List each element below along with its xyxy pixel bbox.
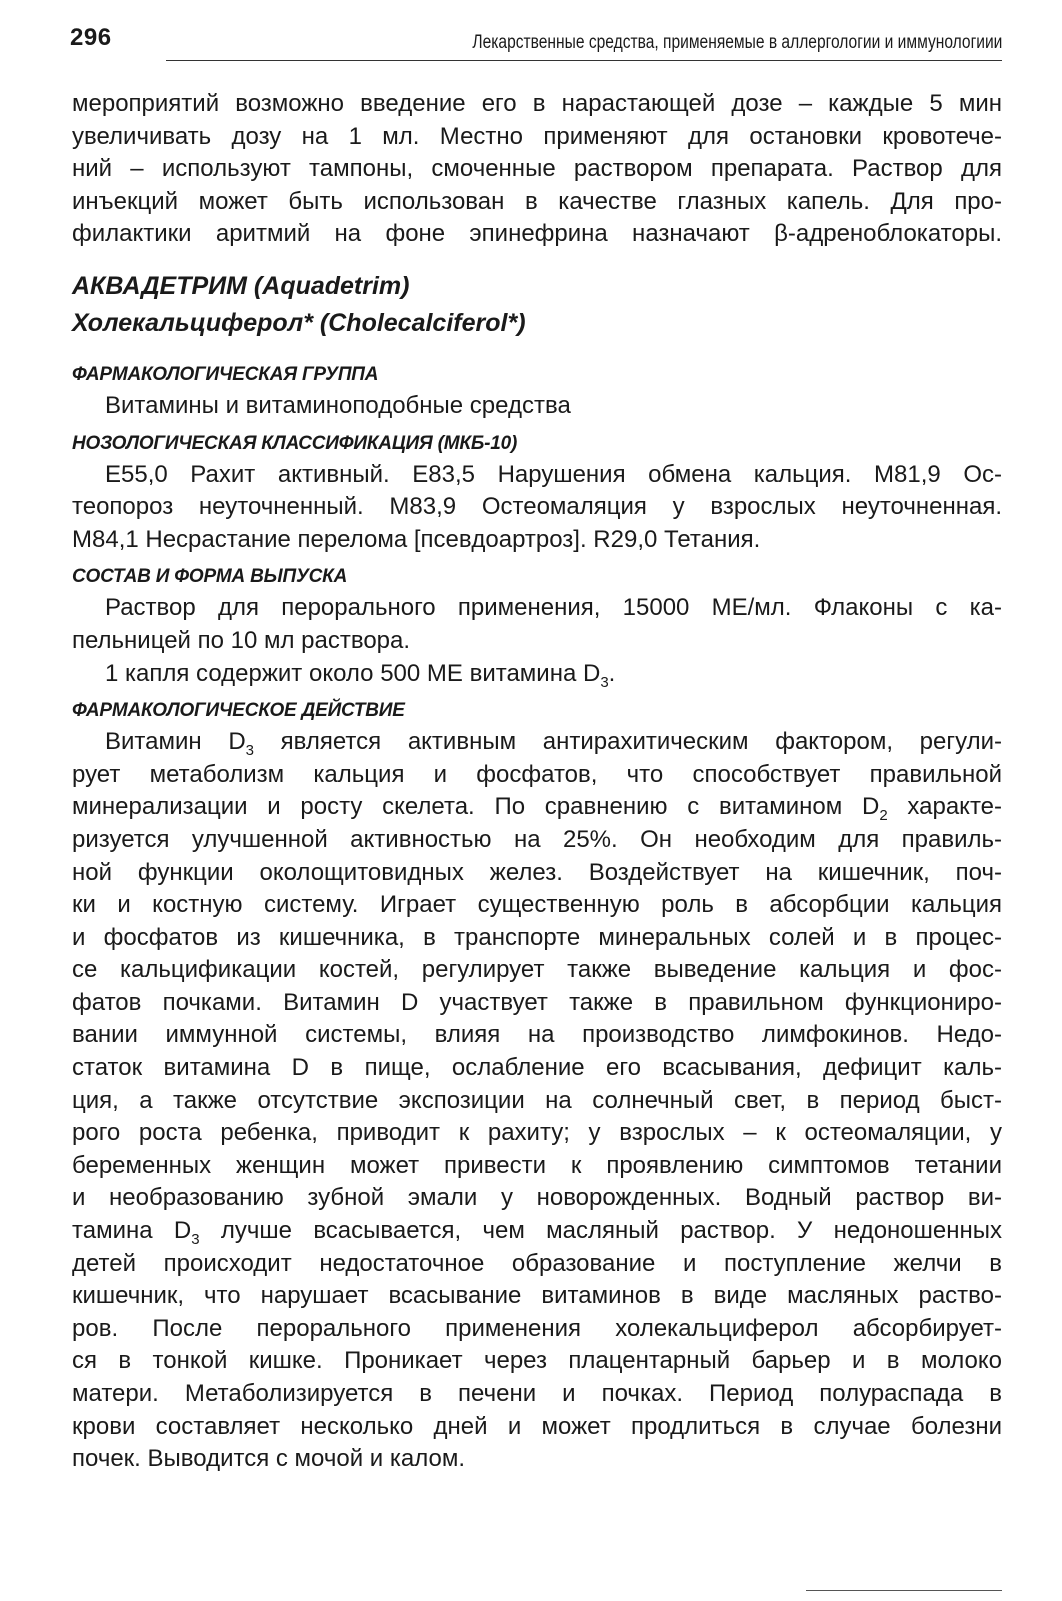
text-line xyxy=(72,1215,1002,1248)
subscript: 3 xyxy=(245,742,254,760)
text-line: мероприятий возможно введение его в нарастающей дозе – каждые 5 мин xyxy=(72,90,1002,117)
section-heading-composition: СОСТАВ И ФОРМА ВЫПУСКА xyxy=(72,566,348,588)
section-heading-action: ФАРМАКОЛОГИЧЕСКОЕ ДЕЙСТВИЕ xyxy=(72,700,405,722)
text-line: M84,1 Несрастание перелома [псевдоартроз]. R29,0 Тетания. xyxy=(72,525,761,553)
text-line: ний – используют тампоны, смоченные раствором препарата. Раствор для xyxy=(72,155,1002,183)
intro-paragraph xyxy=(72,88,1002,251)
text-line: фатов почками. Витамин D участвует также в правильном функциониро- xyxy=(72,988,1002,1016)
text-run: является активным антирахитическим фактором, регули- xyxy=(254,728,1002,756)
header-rule xyxy=(166,60,1002,61)
subscript: 2 xyxy=(879,807,888,825)
text-run: 1 капля содержит около 500 МЕ витамина D xyxy=(105,659,601,687)
text-line: ной функции околощитовидных желез. Воздействует на кишечник, поч- xyxy=(72,858,1002,886)
text-line: ся в тонкой кишке. Проникает через плацентарный барьер и в молоко xyxy=(72,1347,1002,1375)
text-line: ки и костную систему. Играет существенную роль в абсорбции кальция xyxy=(72,891,1002,919)
drug-trade-name: АКВАДЕТРИМ (Aquadetrim) xyxy=(72,271,410,300)
text-line: вании иммунной системы, влияя на производство лимфокинов. Недо- xyxy=(72,1021,1002,1049)
text-line: и необразованию зубной эмали у новорожденных. Водный раствор ви- xyxy=(72,1184,1002,1212)
text-line: рует метаболизм кальция и фосфатов, что способствует правильной xyxy=(72,760,1002,788)
subscript: 3 xyxy=(191,1231,200,1249)
text-line xyxy=(72,658,1002,691)
text-line: крови составляет несколько дней и может продлиться в случае болезни xyxy=(72,1412,1002,1440)
text-line: ризуется улучшенной активностью на 25%. Он необходим для правиль- xyxy=(72,825,1002,853)
text-line: Раствор для перорального применения, 15000 МЕ/мл. Флаконы с ка- xyxy=(105,594,1002,622)
subscript: 3 xyxy=(600,673,609,691)
text-line: матери. Метаболизируется в печени и почках. Период полураспада в xyxy=(72,1380,1002,1407)
text-line: статок витамина D в пище, ослабление его всасывания, дефицит каль- xyxy=(72,1054,1002,1082)
text-run: . xyxy=(608,659,616,687)
text-line: пельницей по 10 мл раствора. xyxy=(72,626,411,654)
text-line: ция, а также отсутствие экспозиции на солнечный свет, в период быст- xyxy=(72,1086,1002,1114)
text-line: почек. Выводится с мочой и калом. xyxy=(72,1445,466,1473)
action-text xyxy=(72,726,1002,1476)
pharm-group-text xyxy=(72,390,1002,423)
text-line: Витамины и витаминоподобные средства xyxy=(105,391,571,419)
text-line: детей происходит недостаточное образование и поступление желчи в xyxy=(72,1249,1002,1277)
footer-rule xyxy=(806,1590,1002,1591)
text-line: филактики аритмий на фоне эпинефрина назначают β-адреноблокаторы. xyxy=(72,220,1002,248)
running-head xyxy=(70,22,1002,62)
text-line: увеличивать дозу на 1 мл. Местно применяют для остановки кровотече- xyxy=(72,122,1002,150)
text-line: и фосфатов из кишечника, в транспорте минеральных солей и в процес- xyxy=(72,923,1002,951)
section-heading-nosology: НОЗОЛОГИЧЕСКАЯ КЛАССИФИКАЦИЯ (МКБ-10) xyxy=(72,432,518,454)
text-line: ров. После перорального применения холекальциферол абсорбирует- xyxy=(72,1314,1002,1342)
nosology-text xyxy=(72,459,1002,557)
body-text xyxy=(72,88,1002,1476)
drug-inn: Холекальциферол* (Cholecalciferol*) xyxy=(72,308,526,337)
text-run: тамина D xyxy=(72,1217,192,1245)
drug-title xyxy=(72,268,1002,342)
composition-text xyxy=(72,592,1002,690)
text-line: инъекций может быть использован в качестве глазных капель. Для про- xyxy=(72,187,1002,215)
text-line: рого роста ребенка, приводит к рахиту; у взрослых – к остеомаляции, у xyxy=(72,1119,1002,1147)
text-line xyxy=(72,791,1002,824)
text-line xyxy=(72,726,1002,759)
text-line: беременных женщин может привести к проявлению симптомов тетании xyxy=(72,1151,1002,1179)
page-number: 296 xyxy=(70,24,112,51)
text-run: лучше всасывается, чем масляный раствор. У недоношенных xyxy=(199,1217,1003,1245)
text-run: минерализации и росту скелета. По сравнению с витамином D xyxy=(72,793,880,821)
text-line: кишечник, что нарушает всасывание витаминов в виде масляных раство- xyxy=(72,1282,1002,1310)
text-line: теопороз неуточненный. M83,9 Остеомаляция у взрослых неуточненная. xyxy=(72,493,1002,521)
section-heading-pharm-group: ФАРМАКОЛОГИЧЕСКАЯ ГРУППА xyxy=(72,363,379,385)
text-run: характе- xyxy=(887,793,1003,821)
text-run: Витамин D xyxy=(105,728,246,756)
text-line: E55,0 Рахит активный. E83,5 Нарушения обмена кальция. M81,9 Ос- xyxy=(105,460,1002,488)
text-line: се кальцификации костей, регулирует также выведение кальция и фос- xyxy=(72,956,1002,984)
running-title: Лекарственные средства, применяемые в аллергологии и иммунологиии xyxy=(471,32,1002,53)
